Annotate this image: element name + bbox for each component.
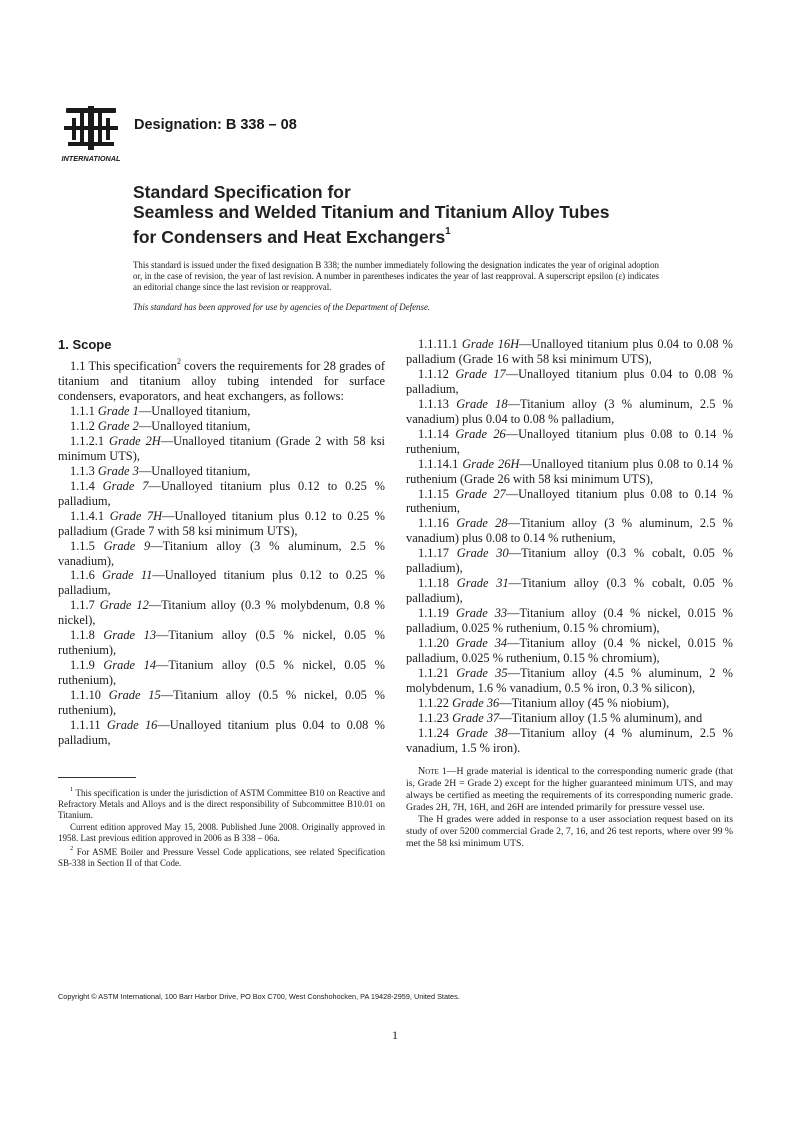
scope-item-number: 1.1.23 (418, 710, 449, 725)
scope-item-number: 1.1.20 (418, 636, 449, 651)
scope-item-description: —Unalloyed titanium plus 0.08 to 0.14 % ruthenium (Grade 26 with 58 ksi minimum UTS), (406, 456, 733, 486)
scope-item (58, 658, 385, 688)
scope-item-grade: Grade 9 (103, 538, 151, 553)
scope-item-number: 1.1.5 (70, 538, 95, 553)
title-footnote-ref: 1 (445, 226, 451, 237)
scope-item-description: —Unalloyed titanium, (138, 403, 251, 418)
scope-item-number: 1.1.24 (418, 725, 449, 740)
scope-item-grade: Grade 1 (97, 403, 139, 418)
scope-item-number: 1.1.9 (70, 658, 95, 673)
footnote-2-text: For ASME Boiler and Pressure Vessel Code applications, see related Specification SB-338 in Section II of that Code. (58, 847, 385, 869)
left-column (58, 337, 385, 748)
scope-item-description: —Titanium alloy (0.5 % nickel, 0.05 % ruthenium), (58, 658, 385, 688)
scope-item (58, 598, 385, 628)
scope-item-description: —Unalloyed titanium plus 0.04 to 0.08 % palladium, (406, 366, 733, 396)
scope-item-number: 1.1.2 (70, 418, 95, 433)
scope-item-number: 1.1.22 (418, 695, 449, 710)
scope-item-number: 1.1.14.1 (418, 456, 459, 471)
scope-item-number: 1.1.2.1 (70, 433, 105, 448)
scope-item-number: 1.1.3 (70, 463, 95, 478)
title-block (133, 182, 713, 248)
scope-item-number: 1.1.12 (418, 366, 449, 381)
scope-item (406, 666, 733, 696)
scope-item (406, 711, 733, 726)
scope-item-number: 1.1.4.1 (70, 508, 105, 523)
scope-item-number: 1.1.19 (418, 606, 449, 621)
scope-item-description: —Titanium alloy (45 % niobium), (499, 695, 670, 710)
scope-item (406, 576, 733, 606)
scope-item-description: —Titanium alloy (4.5 % aluminum, 2 % molybdenum, 1.6 % vanadium, 0.5 % iron, 0.3 % silicon), (406, 665, 733, 695)
scope-item-grade: Grade 27 (455, 486, 506, 501)
note-label: Note (418, 765, 439, 777)
scope-item-description: —Unalloyed titanium plus 0.04 to 0.08 % palladium (Grade 16 with 58 ksi minimum UTS), (406, 337, 733, 366)
title-line2: Seamless and Welded Titanium and Titanium Alloy Tubes (133, 202, 610, 222)
scope-item-description: —Unalloyed titanium (Grade 2 with 58 ksi minimum UTS), (58, 433, 386, 463)
scope-item (58, 404, 385, 419)
scope-item (58, 568, 385, 598)
scope-item-description: —Titanium alloy (0.4 % nickel, 0.015 % palladium, 0.025 % ruthenium, 0.15 % chromium), (406, 606, 733, 636)
scope-item-number: 1.1.11 (70, 718, 101, 732)
scope-item-number: 1.1.10 (70, 688, 101, 703)
footnotes (58, 785, 385, 869)
scope-item (58, 539, 385, 569)
scope-item (58, 479, 385, 509)
scope-item-description: —Titanium alloy (4 % aluminum, 2.5 % vanadium, 1.5 % iron). (406, 725, 733, 755)
scope-item-grade: Grade 11 (102, 568, 153, 583)
scope-item (406, 337, 733, 367)
scope-item-grade: Grade 13 (103, 628, 157, 643)
scope-item (406, 696, 733, 711)
scope-item-number: 1.1.8 (70, 628, 95, 643)
scope-item (406, 726, 733, 756)
scope-item-grade: Grade 28 (456, 516, 508, 531)
scope-item-grade: Grade 2H (109, 433, 161, 448)
scope-item-grade: Grade 15 (108, 688, 161, 703)
footnote-2-marker: 2 (70, 845, 74, 853)
scope-item (58, 509, 385, 539)
scope-item (406, 636, 733, 666)
approved-note: This standard has been approved for use by agencies of the Department of Defense. (133, 302, 431, 312)
scope-item (58, 419, 385, 434)
scope-item-description: —Unalloyed titanium plus 0.08 to 0.14 % ruthenium, (406, 486, 733, 516)
scope-item-description: —Unalloyed titanium plus 0.12 to 0.25 % palladium, (58, 568, 385, 598)
scope-item-grade: Grade 2 (97, 418, 139, 433)
scope-item-grade: Grade 17 (455, 366, 506, 381)
scope-item-description: —Titanium alloy (3 % aluminum, 2.5 % vanadium) plus 0.08 to 0.14 % ruthenium, (406, 516, 733, 546)
scope-item-number: 1.1.16 (418, 516, 449, 531)
scope-item-grade: Grade 36 (452, 695, 500, 710)
scope-item-grade: Grade 26 (455, 426, 506, 441)
scope-item-number: 1.1.21 (418, 665, 449, 680)
scope-item-grade: Grade 30 (456, 546, 509, 561)
scope-item-grade: Grade 26H (462, 456, 520, 471)
scope-item-description: —Titanium alloy (0.4 % nickel, 0.015 % palladium, 0.025 % ruthenium, 0.15 % chromium), (406, 636, 733, 666)
scope-item-number: 1.1.4 (70, 478, 95, 493)
scope-item (406, 367, 733, 397)
scope-item (406, 516, 733, 546)
scope-item-number: 1.1.6 (70, 568, 95, 583)
scope-item (58, 718, 385, 748)
scope-item-grade: Grade 35 (456, 665, 508, 680)
scope-item-description: —Titanium alloy (1.5 % aluminum), and (499, 710, 703, 725)
footnote-rule (58, 777, 136, 778)
scope-item-grade: Grade 31 (456, 576, 509, 591)
scope-item-number: 1.1.17 (418, 546, 449, 561)
scope-item-description: —Titanium alloy (0.3 % cobalt, 0.05 % palladium), (406, 546, 733, 576)
scope-item-description: —Unalloyed titanium, (138, 463, 251, 478)
footnote-1 (58, 785, 385, 822)
scope-item-grade: Grade 33 (456, 606, 508, 621)
astm-logo-mark (56, 102, 126, 164)
scope-item-grade: Grade 3 (97, 463, 139, 478)
scope-item-grade: Grade 7H (109, 508, 163, 523)
note-text-1: 1—H grade material is identical to the corresponding numeric grade (that is, Grade 2H = Grade 2) except for the higher guaranteed minimum UTS, and may always be certified as meeting the requirements of its corresponding numeric grade. Grades 2H, 7H, 16H, and 26H are intended primarily for pressure vessel use. (406, 765, 733, 813)
scope-item-number: 1.1.14 (418, 426, 449, 441)
note-paragraph-1 (406, 766, 733, 814)
title-line1: Standard Specification for (133, 182, 351, 202)
scope-item (58, 688, 385, 718)
scope-item-description: —Titanium alloy (0.3 % cobalt, 0.05 % palladium), (406, 576, 733, 606)
scope-item-number: 1.1.1 (70, 403, 95, 418)
scope-item (58, 464, 385, 479)
scope-item-number: 1.1.7 (70, 598, 95, 613)
scope-item (406, 487, 733, 517)
title-line3-text: for Condensers and Heat Exchangers (133, 226, 446, 247)
scope-footnote-ref: 2 (176, 357, 181, 366)
scope-item-grade: Grade 16 (106, 718, 158, 732)
scope-item-number: 1.1.18 (418, 576, 449, 591)
scope-intro (58, 356, 385, 404)
scope-item-description: —Titanium alloy (0.3 % molybdenum, 0.8 % nickel), (58, 598, 385, 628)
scope-item-grade: Grade 7 (102, 478, 149, 493)
scope-item-grade: Grade 16H (461, 337, 520, 351)
issued-note: This standard is issued under the fixed designation B 338; the number immediately following the designation indicates the year of original adoption or, in the case of revision, the year of last revision. A number in parentheses indicates the year of last reapproval. A superscript epsilon (ε) indicates an editorial change since the last revision or reapproval. (133, 260, 659, 293)
footnote-2 (58, 844, 385, 869)
scope-item (58, 628, 385, 658)
scope-item (406, 606, 733, 636)
footnote-1-text: This specification is under the jurisdiction of ASTM Committee B10 on Reactive and Refractory Metals and Alloys and is the direct responsibility of Subcommittee B10.01 on Titanium. (58, 788, 385, 821)
scope-item-description: —Titanium alloy (3 % aluminum, 2.5 % vanadium), (58, 538, 385, 568)
scope-heading: 1. Scope (58, 337, 112, 352)
copyright: Copyright © ASTM International, 100 Barr Harbor Drive, PO Box C700, West Conshohocken, PA 19428-2959, United States. (58, 992, 460, 1001)
scope-item-description: —Titanium alloy (0.5 % nickel, 0.05 % ruthenium), (58, 688, 385, 718)
title-line3 (133, 223, 713, 248)
page-number: 1 (392, 1028, 398, 1042)
right-column (406, 337, 733, 850)
scope-item-description: —Titanium alloy (3 % aluminum, 2.5 % vanadium) plus 0.04 to 0.08 % palladium, (406, 396, 733, 426)
scope-item-number: 1.1.13 (418, 396, 449, 411)
scope-item-grade: Grade 34 (456, 636, 508, 651)
scope-item-number: 1.1.15 (418, 486, 449, 501)
scope-intro-text: 1.1 This specification (70, 359, 177, 374)
items-right-list (406, 337, 733, 756)
footnote-1b: Current edition approved May 15, 2008. Published June 2008. Originally approved in 1958. Last previous edition approved in 2006 as B 338 – 06a. (58, 821, 385, 843)
scope-item-grade: Grade 12 (99, 598, 149, 613)
scope-item-description: —Unalloyed titanium plus 0.12 to 0.25 % palladium (Grade 7 with 58 ksi minimum UTS), (58, 508, 385, 538)
scope-item-grade: Grade 37 (452, 710, 500, 725)
note-paragraph-2: The H grades were added in response to a user association request based on its study of over 5200 commercial Grade 2, 7, 16, and 26 test reports, where over 99 % met the 58 ksi minimum UTS. (406, 813, 733, 849)
scope-item-description: —Titanium alloy (0.5 % nickel, 0.05 % ruthenium), (58, 628, 385, 658)
items-left-list (58, 404, 385, 748)
scope-item-grade: Grade 18 (456, 396, 508, 411)
scope-item-grade: Grade 14 (103, 658, 157, 673)
scope-intro-text-cont: covers the requirements for 28 grades of titanium and titanium alloy tubing intended for surface condensers, evaporators, and heat exchangers, as follows: (58, 359, 385, 404)
scope-item-description: —Unalloyed titanium plus 0.04 to 0.08 % palladium, (58, 718, 385, 747)
scope-item (58, 434, 385, 464)
logo-subtitle: INTERNATIONAL (61, 154, 121, 163)
scope-item (406, 546, 733, 576)
scope-item-number: 1.1.11.1 (418, 337, 458, 351)
scope-item-description: —Unalloyed titanium plus 0.12 to 0.25 % palladium, (58, 478, 385, 508)
scope-item (406, 427, 733, 457)
scope-item (406, 397, 733, 427)
scope-item (406, 457, 733, 487)
astm-logo (56, 102, 126, 164)
designation: Designation: B 338 – 08 (134, 117, 297, 133)
scope-item-description: —Unalloyed titanium plus 0.08 to 0.14 % ruthenium, (406, 426, 733, 456)
scope-item-grade: Grade 38 (456, 725, 508, 740)
note-block (406, 766, 733, 850)
footnote-1-marker: 1 (70, 786, 74, 793)
scope-item-description: —Unalloyed titanium, (138, 418, 251, 433)
